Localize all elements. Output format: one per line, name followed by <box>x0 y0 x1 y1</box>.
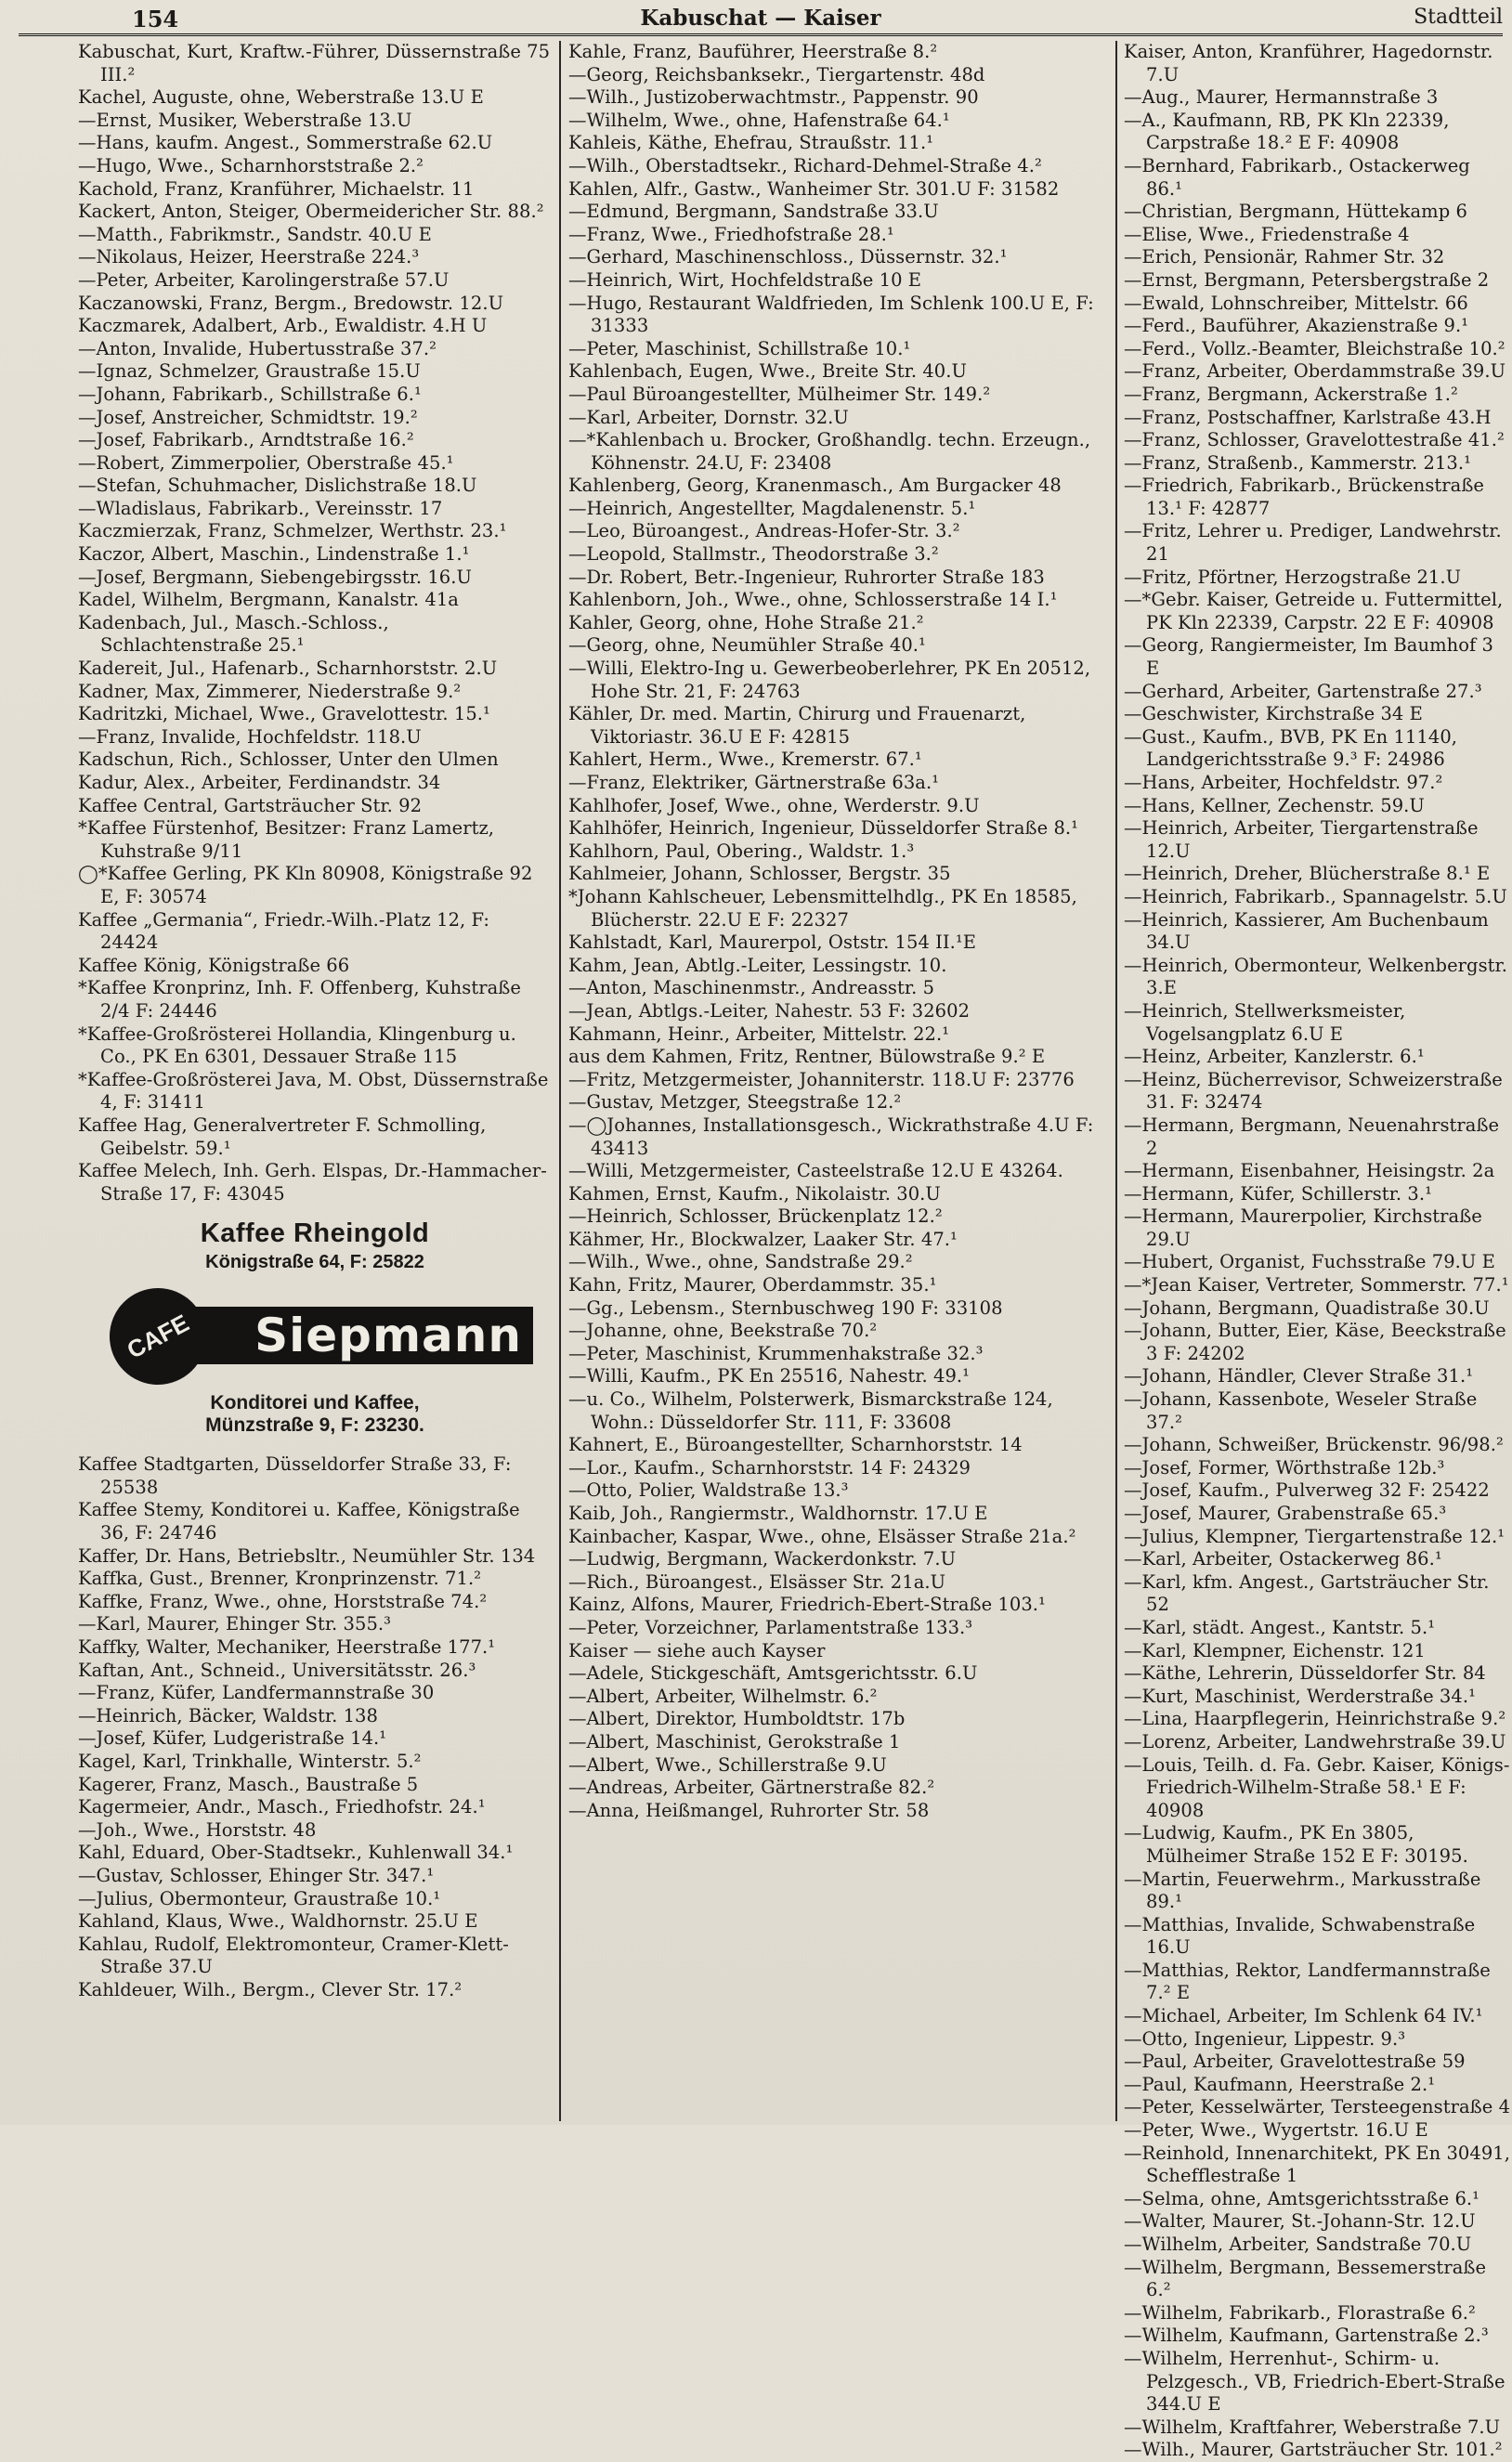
directory-entry: —Heinrich, Arbeiter, Tiergartenstraße 12.U <box>1124 817 1479 862</box>
directory-entry: —*Gebr. Kaiser, Getreide u. Futtermittel, PK Kln 22339, Carpstr. 22 E F: 40908 <box>1124 589 1504 633</box>
ad-rheingold-title: Kaffee Rheingold <box>200 1218 430 1249</box>
directory-entry: —Heinrich, Fabrikarb., Spannagelstr. 5.U <box>1124 885 1507 907</box>
directory-entry: —Josef, Kaufm., Pulverweg 32 F: 25422 <box>1124 1479 1490 1502</box>
directory-entry: —Aug., Maurer, Hermannstraße 3 <box>1124 86 1439 109</box>
directory-entry: —Fritz, Metzgermeister, Johanniterstr. 118.U F: 23776 <box>568 1068 1075 1090</box>
directory-entry: —A., Kaufmann, RB, PK Kln 22339, Carpstraße 18.² E F: 40908 <box>1124 109 1450 154</box>
directory-entry: *Kaffee Kronprinz, Inh. F. Offenberg, Kuhstraße 2/4 F: 24446 <box>78 977 521 1022</box>
directory-entry: —Hugo, Restaurant Waldfrieden, Im Schlenk 100.U E, F: 31333 <box>568 292 1094 337</box>
directory-entry: —Rich., Büroangest., Elsässer Str. 21a.U <box>568 1570 946 1593</box>
directory-entry: —Johann, Butter, Eier, Käse, Beeckstraße 3 F: 24202 <box>1124 1320 1506 1364</box>
directory-entry: —Fritz, Lehrer u. Prediger, Landwehrstr. 21 <box>1124 520 1502 566</box>
directory-entry: Kaffka, Gust., Brenner, Kronprinzenstr. 71.² <box>78 1568 482 1590</box>
directory-entry: —Dr. Robert, Betr.-Ingenieur, Ruhrorter Straße 183 <box>568 566 1045 588</box>
directory-entry: —Albert, Direktor, Humboldtstr. 17b <box>568 1708 906 1730</box>
page-number: 154 <box>132 6 179 33</box>
directory-entry: Kahlhöfer, Heinrich, Ingenieur, Düsseldorfer Straße 8.¹ <box>568 817 1079 840</box>
directory-entry: —Otto, Ingenieur, Lippestr. 9.³ <box>1124 2027 1406 2050</box>
directory-entry: —Willi, Kaufm., PK En 25516, Nahestr. 49.¹ <box>568 1365 971 1387</box>
directory-entry: —Heinrich, Dreher, Blücherstraße 8.¹ E <box>1124 863 1491 885</box>
directory-entry: —Wilh., Wwe., ohne, Sandstraße 29.² <box>568 1251 913 1273</box>
directory-entry: —Johanne, ohne, Beekstraße 70.² <box>568 1320 878 1342</box>
directory-entry: —Ferd., Vollz.-Beamter, Bleichstraße 10.² <box>1124 337 1505 359</box>
directory-entry: —Wladislaus, Fabrikarb., Vereinsstr. 17 <box>78 497 443 519</box>
ad-siepmann-line2: Münzstraße 9, F: 23230. <box>205 1414 424 1437</box>
directory-entry: —Peter, Wwe., Wygertstr. 16.U E <box>1124 2119 1428 2142</box>
directory-entry: —Ernst, Musiker, Weberstraße 13.U <box>78 109 412 131</box>
directory-entry: —Heinrich, Schlosser, Brückenplatz 12.² <box>568 1205 943 1228</box>
directory-entry: Kagermeier, Andr., Masch., Friedhofstr. 24.¹ <box>78 1796 486 1818</box>
directory-entry: —Wilhelm, Kaufmann, Gartenstraße 2.³ <box>1124 2325 1489 2347</box>
directory-entry: Kaffke, Franz, Wwe., ohne, Horststraße 74.² <box>78 1590 488 1612</box>
column-1-entries-bottom <box>78 1453 552 2001</box>
ad-siepmann-name: Siepmann <box>180 1307 533 1364</box>
directory-entry: —Heinz, Arbeiter, Kanzlerstr. 6.¹ <box>1124 1046 1425 1068</box>
columns <box>78 41 1512 2461</box>
directory-entry: —Gg., Lebensm., Sternbuschweg 190 F: 33108 <box>568 1296 1003 1319</box>
directory-entry: —Ewald, Lohnschreiber, Mittelstr. 66 <box>1124 292 1468 314</box>
directory-entry: —Fritz, Pförtner, Herzogstraße 21.U <box>1124 566 1462 588</box>
directory-entry: Kahm, Jean, Abtlg.-Leiter, Lessingstr. 10. <box>568 954 947 976</box>
directory-entry: Kahle, Franz, Bauführer, Heerstraße 8.² <box>568 41 938 62</box>
directory-entry: Kaftan, Ant., Schneid., Universitätsstr. 26.³ <box>78 1659 476 1681</box>
directory-entry: Kabuschat, Kurt, Kraftw.-Führer, Düssernstraße 75 III.² <box>78 41 551 85</box>
column-3-entries <box>1124 41 1512 2462</box>
directory-entry: —Heinrich, Obermonteur, Welkenbergstr. 3.E <box>1124 954 1507 999</box>
directory-entry: Kähmer, Hr., Blockwalzer, Laaker Str. 47.¹ <box>568 1228 958 1250</box>
directory-entry: Kahler, Georg, ohne, Hohe Straße 21.² <box>568 611 924 633</box>
directory-entry: —Kurt, Maschinist, Werderstraße 34.¹ <box>1124 1685 1476 1707</box>
column-1 <box>78 41 552 2121</box>
directory-entry: Kadner, Max, Zimmerer, Niederstraße 9.² <box>78 680 462 702</box>
directory-entry: —Franz, Arbeiter, Oberdammstraße 39.U <box>1124 360 1506 383</box>
directory-entry: —Robert, Zimmerpolier, Oberstraße 45.¹ <box>78 451 454 474</box>
column-1-entries-top <box>78 41 552 1205</box>
directory-entry: —Geschwister, Kirchstraße 34 E <box>1124 703 1423 725</box>
directory-entry: —Martin, Feuerwehrm., Markusstraße 89.¹ <box>1124 1868 1481 1913</box>
directory-entry: —Otto, Polier, Waldstraße 13.³ <box>568 1479 849 1502</box>
directory-entry: —Wilhelm, Wwe., ohne, Hafenstraße 64.¹ <box>568 109 950 131</box>
directory-entry: —Michael, Arbeiter, Im Schlenk 64 IV.¹ <box>1124 2005 1483 2027</box>
directory-entry: *Johann Kahlscheuer, Lebensmittelhdlg., PK En 18585, Blücherstr. 22.U E F: 22327 <box>568 885 1077 931</box>
directory-entry: Kadereit, Jul., Hafenarb., Scharnhorststr. 2.U <box>78 658 498 680</box>
directory-entry: —Franz, Schlosser, Gravelottestraße 41.² <box>1124 429 1505 451</box>
directory-entry: Kahlen, Alfr., Gastw., Wanheimer Str. 301.U F: 31582 <box>568 177 1060 200</box>
directory-entry: —Franz, Invalide, Hochfeldstr. 118.U <box>78 725 422 748</box>
directory-entry: Kadritzki, Michael, Wwe., Gravelottestr. 15.¹ <box>78 703 490 725</box>
directory-entry: —Gerhard, Maschinenschloss., Düssernstr. 32.¹ <box>568 246 1008 268</box>
directory-entry: Kahlenborn, Joh., Wwe., ohne, Schlosserstraße 14 I.¹ <box>568 589 1058 611</box>
directory-entry: Kadschun, Rich., Schlosser, Unter den Ulmen <box>78 749 499 771</box>
directory-entry: Kaffee Hag, Generalvertreter F. Schmolling, Geibelstr. 59.¹ <box>78 1114 487 1159</box>
directory-entry: Kadel, Wilhelm, Bergmann, Kanalstr. 41a <box>78 589 459 611</box>
directory-entry: Kaffky, Walter, Mechaniker, Heerstraße 177.¹ <box>78 1636 496 1659</box>
directory-entry: —Gustav, Metzger, Steegstraße 12.² <box>568 1091 902 1114</box>
directory-entry: Kahl, Eduard, Ober-Stadtsekr., Kuhlenwall 34.¹ <box>78 1842 514 1864</box>
directory-entry: —Johann, Fabrikarb., Schillstraße 6.¹ <box>78 383 422 405</box>
directory-entry: —Gustav, Schlosser, Ehinger Str. 347.¹ <box>78 1864 435 1886</box>
directory-entry: —Hans, kaufm. Angest., Sommerstraße 62.U <box>78 132 493 154</box>
directory-entry: —Matthias, Invalide, Schwabenstraße 16.U <box>1124 1913 1476 1959</box>
directory-entry: —Hermann, Eisenbahner, Heisingstr. 2a <box>1124 1160 1495 1182</box>
directory-entry: —Anton, Maschinenmstr., Andreasstr. 5 <box>568 977 935 999</box>
ad-siepmann-line1: Konditorei und Kaffee, <box>210 1392 420 1414</box>
directory-entry: —Georg, ohne, Neumühler Straße 40.¹ <box>568 634 926 657</box>
directory-entry: —Albert, Wwe., Schillerstraße 9.U <box>568 1753 887 1776</box>
directory-entry: —Franz, Postschaffner, Karlstraße 43.H <box>1124 406 1492 428</box>
directory-entry: —Franz, Straßenb., Kammerstr. 213.¹ <box>1124 451 1471 474</box>
directory-entry: Kaffee König, Königstraße 66 <box>78 954 350 976</box>
ad-kaffee-rheingold <box>78 1218 552 1273</box>
directory-entry: —Bernhard, Fabrikarb., Ostackerweg 86.¹ <box>1124 154 1470 200</box>
directory-entry: —*Jean Kaiser, Vertreter, Sommerstr. 77.¹ <box>1124 1274 1509 1296</box>
directory-entry: —Hermann, Küfer, Schillerstr. 3.¹ <box>1124 1182 1432 1205</box>
directory-entry: Kahmann, Heinr., Arbeiter, Mittelstr. 22.¹ <box>568 1023 950 1045</box>
directory-entry: Kaiser — siehe auch Kayser <box>568 1639 826 1661</box>
directory-entry: —Gerhard, Arbeiter, Gartenstraße 27.³ <box>1124 680 1482 702</box>
directory-entry: Kadenbach, Jul., Masch.-Schloss., Schlachtenstraße 25.¹ <box>78 611 389 657</box>
directory-entry: —Heinrich, Kassierer, Am Buchenbaum 34.U <box>1124 908 1489 954</box>
directory-entry: Kadur, Alex., Arbeiter, Ferdinandstr. 34 <box>78 772 441 793</box>
directory-entry: —Johann, Kassenbote, Weseler Straße 37.² <box>1124 1388 1478 1433</box>
directory-entry: —Heinrich, Wirt, Hochfeldstraße 10 E <box>568 268 922 291</box>
directory-entry: Kaib, Joh., Rangiermstr., Waldhornstr. 17.U E <box>568 1503 988 1524</box>
directory-entry: —Elise, Wwe., Friedenstraße 4 <box>1124 223 1410 245</box>
directory-entry: —Johann, Schweißer, Brückenstr. 96/98.² <box>1124 1434 1504 1456</box>
directory-entry: —Heinz, Bücherrevisor, Schweizerstraße 31. F: 32474 <box>1124 1068 1503 1114</box>
directory-entry: Kahlenberg, Georg, Kranenmasch., Am Burgacker 48 <box>568 475 1062 497</box>
directory-entry: —Ferd., Bauführer, Akazienstraße 9.¹ <box>1124 315 1469 337</box>
directory-entry: —Lina, Haarpflegerin, Heinrichstraße 9.² <box>1124 1708 1506 1730</box>
directory-entry: —Heinrich, Angestellter, Magdalenenstr. 5.¹ <box>568 497 976 519</box>
directory-entry: —Johann, Händler, Clever Straße 31.¹ <box>1124 1365 1474 1387</box>
directory-entry: Kaffee „Germania“, Friedr.-Wilh.-Platz 12, F: 24424 <box>78 908 490 954</box>
directory-entry: —Stefan, Schuhmacher, Dislichstraße 18.U <box>78 475 477 497</box>
directory-entry: —Albert, Maschinist, Gerokstraße 1 <box>568 1730 901 1752</box>
directory-entry: —Matth., Fabrikmstr., Sandstr. 40.U E <box>78 223 432 245</box>
directory-entry: —Franz, Elektriker, Gärtnerstraße 63a.¹ <box>568 772 940 793</box>
directory-entry: Kahlert, Herm., Wwe., Kremerstr. 67.¹ <box>568 749 922 771</box>
directory-entry: —Willi, Elektro-Ing u. Gewerbeoberlehrer, PK En 20512, Hohe Str. 21, F: 24763 <box>568 658 1091 702</box>
directory-entry: —Josef, Bergmann, Siebengebirgsstr. 16.U <box>78 566 472 588</box>
column-rule <box>1115 41 1117 2121</box>
directory-entry: —Josef, Küfer, Ludgeristraße 14.¹ <box>78 1727 387 1750</box>
directory-entry: —Wilhelm, Bergmann, Bessemerstraße 6.² <box>1124 2256 1487 2301</box>
column-2 <box>568 41 1109 2121</box>
directory-entry: Kachel, Auguste, ohne, Weberstraße 13.U E <box>78 86 484 109</box>
directory-entry: Kainbacher, Kaspar, Wwe., ohne, Elsässer Straße 21a.² <box>568 1525 1076 1547</box>
directory-entry: Kaczmierzak, Franz, Schmelzer, Werthstr. 23.¹ <box>78 520 507 542</box>
directory-entry: —Paul, Kaufmann, Heerstraße 2.¹ <box>1124 2073 1436 2095</box>
page-header <box>19 6 1503 36</box>
directory-entry: Kahlhorn, Paul, Obering., Waldstr. 1.³ <box>568 840 915 862</box>
directory-entry: —Friedrich, Fabrikarb., Brückenstraße 13.¹ F: 42877 <box>1124 475 1485 519</box>
directory-entry: —Christian, Bergmann, Hüttekamp 6 <box>1124 201 1467 223</box>
directory-entry: Kahland, Klaus, Wwe., Waldhornstr. 25.U E <box>78 1910 478 1933</box>
directory-entry: —Karl, kfm. Angest., Gartsträucher Str. 52 <box>1124 1570 1490 1616</box>
directory-entry: —Selma, ohne, Amtsgerichtsstraße 6.¹ <box>1124 2187 1480 2209</box>
directory-entry: —Wilhelm, Herrenhut-, Schirm- u. Pelzgesch., VB, Friedrich-Ebert-Straße 344.U E <box>1124 2347 1505 2416</box>
directory-entry: *Kaffee-Großrösterei Java, M. Obst, Düssernstraße 4, F: 31411 <box>78 1068 549 1114</box>
directory-entry: Kaczmarek, Adalbert, Arb., Ewaldistr. 4.H U <box>78 315 488 337</box>
directory-entry: —Peter, Maschinist, Krummenhakstraße 32.³ <box>568 1342 984 1364</box>
column-2-entries <box>568 41 1109 1822</box>
directory-entry: Kahlstadt, Karl, Maurerpol, Oststr. 154 II.¹E <box>568 931 977 954</box>
directory-entry: Kaffee Melech, Inh. Gerh. Elspas, Dr.-Hammacher-Straße 17, F: 43045 <box>78 1160 547 1205</box>
directory-entry: —Reinhold, Innenarchitekt, PK En 30491, Schefflestraße 1 <box>1124 2142 1511 2187</box>
directory-entry: —Andreas, Arbeiter, Gärtnerstraße 82.² <box>568 1777 935 1799</box>
directory-entry: —Peter, Arbeiter, Karolingerstraße 57.U <box>78 268 450 291</box>
directory-entry: Kaffee Stemy, Konditorei u. Kaffee, Königstraße 36, F: 24746 <box>78 1499 520 1544</box>
directory-entry: —Hermann, Bergmann, Neuenahrstraße 2 <box>1124 1114 1500 1159</box>
directory-entry: Kaiser, Anton, Kranführer, Hagedornstr. 7.U <box>1124 41 1493 85</box>
column-3 <box>1124 41 1512 2461</box>
directory-entry: —Anna, Heißmangel, Ruhrorter Str. 58 <box>568 1799 930 1821</box>
directory-entry: —Wilhelm, Kraftfahrer, Weberstraße 7.U <box>1124 2416 1501 2438</box>
directory-entry: —Albert, Arbeiter, Wilhelmstr. 6.² <box>568 1685 878 1707</box>
directory-entry: —Hans, Arbeiter, Hochfeldstr. 97.² <box>1124 772 1443 793</box>
directory-entry: Kähler, Dr. med. Martin, Chirurg und Frauenarzt, Viktoriastr. 36.U E F: 42815 <box>568 703 1026 748</box>
directory-entry: Kahleis, Käthe, Ehefrau, Straußstr. 11.¹ <box>568 132 934 154</box>
directory-entry: —Leopold, Stallmstr., Theodorstraße 3.² <box>568 543 939 566</box>
directory-entry: Kagerer, Franz, Masch., Baustraße 5 <box>78 1773 419 1795</box>
directory-entry: —Franz, Wwe., Friedhofstraße 28.¹ <box>568 223 894 245</box>
directory-entry: Kaczor, Albert, Maschin., Lindenstraße 1.¹ <box>78 543 470 566</box>
directory-entry: —Peter, Kesselwärter, Tersteegenstraße 4 <box>1124 2096 1511 2118</box>
directory-entry: —Hans, Kellner, Zechenstr. 59.U <box>1124 794 1425 816</box>
ad-rheingold-address: Königstraße 64, F: 25822 <box>205 1252 424 1273</box>
directory-entry: Kaczanowski, Franz, Bergm., Bredowstr. 12.U <box>78 292 504 314</box>
directory-entry: —Wilh., Maurer, Gartsträucher Str. 101.² <box>1124 2439 1503 2461</box>
directory-entry: aus dem Kahmen, Fritz, Rentner, Bülowstraße 9.² E <box>568 1046 1046 1068</box>
directory-entry: —Franz, Bergmann, Ackerstraße 1.² <box>1124 383 1458 405</box>
directory-entry: Kahn, Fritz, Maurer, Oberdammstr. 35.¹ <box>568 1274 937 1296</box>
directory-entry: *Kaffee Fürstenhof, Besitzer: Franz Lamertz, Kuhstraße 9/11 <box>78 817 495 862</box>
ad-siepmann-badge: CAFE <box>93 1271 224 1402</box>
directory-entry: *Kaffee-Großrösterei Hollandia, Klingenburg u. Co., PK En 6301, Dessauer Straße 115 <box>78 1023 516 1068</box>
directory-entry: Kagel, Karl, Trinkhalle, Winterstr. 5.² <box>78 1751 422 1772</box>
directory-entry: —*Kahlenbach u. Brocker, Großhandlg. techn. Erzeugn., Köhnenstr. 24.U, F: 23408 <box>568 429 1091 474</box>
column-rule <box>559 41 561 2121</box>
directory-entry: —Wilh., Justizoberwachtmstr., Pappenstr. 90 <box>568 86 979 109</box>
directory-entry: —Willi, Metzgermeister, Casteelstraße 12.U E 43264. <box>568 1160 1063 1182</box>
running-title: Kabuschat — Kaiser <box>640 6 881 31</box>
directory-entry: —Paul, Arbeiter, Gravelottestraße 59 <box>1124 2051 1466 2073</box>
directory-entry: —Ignaz, Schmelzer, Graustraße 15.U <box>78 360 421 383</box>
directory-entry: ◯*Kaffee Gerling, PK Kln 80908, Königstraße 92 E, F: 30574 <box>78 863 533 907</box>
directory-entry: —Karl, Klempner, Eichenstr. 121 <box>1124 1639 1426 1661</box>
directory-entry: —Matthias, Rektor, Landfermannstraße 7.² E <box>1124 1959 1491 2004</box>
directory-entry: —Josef, Maurer, Grabenstraße 65.³ <box>1124 1503 1447 1524</box>
directory-entry: —Jean, Abtlgs.-Leiter, Nahestr. 53 F: 32602 <box>568 999 971 1022</box>
directory-entry: —Karl, Arbeiter, Ostackerweg 86.¹ <box>1124 1548 1442 1570</box>
directory-entry: —Lor., Kaufm., Scharnhorststr. 14 F: 24329 <box>568 1456 971 1479</box>
directory-entry: —Ernst, Bergmann, Petersbergstraße 2 <box>1124 268 1490 291</box>
directory-entry: —Josef, Former, Wörthstraße 12b.³ <box>1124 1456 1445 1479</box>
directory-entry: —Josef, Fabrikarb., Arndtstraße 16.² <box>78 429 414 451</box>
directory-entry: —Heinrich, Stellwerksmeister, Vogelsangplatz 6.U E <box>1124 999 1406 1045</box>
directory-entry: —Lorenz, Arbeiter, Landwehrstraße 39.U <box>1124 1730 1506 1752</box>
directory-entry: Kachold, Franz, Kranführer, Michaelstr. 11 <box>78 177 475 200</box>
directory-entry: —Edmund, Bergmann, Sandstraße 33.U <box>568 201 939 223</box>
directory-entry: —Wilh., Oberstadtsekr., Richard-Dehmel-Straße 4.² <box>568 154 1042 176</box>
directory-entry: —Georg, Rangiermeister, Im Baumhof 3 E <box>1124 634 1493 680</box>
directory-entry: —Wilhelm, Arbeiter, Sandstraße 70.U <box>1124 2234 1472 2255</box>
directory-entry: Kahmen, Ernst, Kaufm., Nikolaistr. 30.U <box>568 1182 941 1205</box>
directory-entry: Kahlmeier, Johann, Schlosser, Bergstr. 35 <box>568 863 951 885</box>
directory-entry: Kaffer, Dr. Hans, Betriebsltr., Neumühler Str. 134 <box>78 1544 536 1567</box>
directory-entry: —Karl, Maurer, Ehinger Str. 355.³ <box>78 1613 392 1635</box>
directory-entry: —Anton, Invalide, Hubertusstraße 37.² <box>78 337 437 359</box>
directory-entry: —Georg, Reichsbanksekr., Tiergartenstr. 48d <box>568 63 985 85</box>
directory-entry: —Julius, Klempner, Tiergartenstraße 12.¹ <box>1124 1525 1505 1547</box>
directory-entry: —Joh., Wwe., Horststr. 48 <box>78 1818 317 1841</box>
directory-entry: —Paul Büroangestellter, Mülheimer Str. 149.² <box>568 383 991 405</box>
directory-entry: —Leo, Büroangest., Andreas-Hofer-Str. 3.² <box>568 520 960 542</box>
directory-entry: —Hubert, Organist, Fuchsstraße 79.U E <box>1124 1251 1495 1273</box>
directory-entry: —Hermann, Maurerpolier, Kirchstraße 29.U <box>1124 1205 1482 1250</box>
directory-entry: Kahlau, Rudolf, Elektromonteur, Cramer-Klett-Straße 37.U <box>78 1933 509 1978</box>
directory-entry: —Käthe, Lehrerin, Düsseldorfer Str. 84 <box>1124 1662 1486 1685</box>
directory-entry: —Nikolaus, Heizer, Heerstraße 224.³ <box>78 246 420 268</box>
directory-entry: —Hugo, Wwe., Scharnhorststraße 2.² <box>78 154 424 176</box>
directory-entry: Kackert, Anton, Steiger, Obermeidericher Str. 88.² <box>78 201 544 223</box>
section-label: Stadtteil <box>1414 6 1503 29</box>
directory-entry: —Peter, Vorzeichner, Parlamentstraße 133.³ <box>568 1616 973 1638</box>
directory-entry: Kahlenbach, Eugen, Wwe., Breite Str. 40.U <box>568 360 967 383</box>
directory-entry: —Johann, Bergmann, Quadistraße 30.U <box>1124 1296 1490 1319</box>
directory-entry: —Karl, städt. Angest., Kantstr. 5.¹ <box>1124 1616 1436 1638</box>
directory-entry: —Josef, Anstreicher, Schmidtstr. 19.² <box>78 406 418 428</box>
ad-siepmann-banner <box>110 1288 533 1388</box>
directory-entry: —Wilhelm, Fabrikarb., Florastraße 6.² <box>1124 2301 1476 2324</box>
directory-entry: —u. Co., Wilhelm, Polsterwerk, Bismarckstraße 124, Wohn.: Düsseldorfer Str. 111, F: 33608 <box>568 1388 1053 1433</box>
directory-entry: —Franz, Küfer, Landfermannstraße 30 <box>78 1682 435 1704</box>
directory-entry: Kahldeuer, Wilh., Bergm., Clever Str. 17.² <box>78 1978 463 2000</box>
directory-entry: —Ludwig, Kaufm., PK En 3805, Mülheimer Straße 152 E F: 30195. <box>1124 1822 1468 1867</box>
directory-entry: —Julius, Obermonteur, Graustraße 10.¹ <box>78 1887 441 1909</box>
directory-entry: Kaffee Central, Gartsträucher Str. 92 <box>78 794 423 816</box>
ad-cafe-siepmann <box>78 1288 552 1437</box>
directory-entry: Kaffee Stadtgarten, Düsseldorfer Straße 33, F: 25538 <box>78 1453 512 1498</box>
directory-entry: —Adele, Stickgeschäft, Amtsgerichtsstr. 6.U <box>568 1662 978 1685</box>
directory-entry: —Karl, Arbeiter, Dornstr. 32.U <box>568 406 849 428</box>
directory-entry: —Walter, Maurer, St.-Johann-Str. 12.U <box>1124 2210 1476 2233</box>
directory-entry: Kainz, Alfons, Maurer, Friedrich-Ebert-Straße 103.¹ <box>568 1594 1046 1616</box>
directory-entry: —Erich, Pensionär, Rahmer Str. 32 <box>1124 246 1445 268</box>
directory-entry: —Gust., Kaufm., BVB, PK En 11140, Landgerichtsstraße 9.³ F: 24986 <box>1124 725 1458 771</box>
directory-entry: —Heinrich, Bäcker, Waldstr. 138 <box>78 1704 378 1726</box>
directory-entry: —Ludwig, Bergmann, Wackerdonkstr. 7.U <box>568 1548 957 1570</box>
directory-entry: Kahnert, E., Büroangestellter, Scharnhorststr. 14 <box>568 1434 1023 1456</box>
directory-entry: —Peter, Maschinist, Schillstraße 10.¹ <box>568 337 911 359</box>
directory-entry: Kahlhofer, Josef, Wwe., ohne, Werderstr. 9.U <box>568 794 980 816</box>
directory-entry: —◯Johannes, Installationsgesch., Wickrathstraße 4.U F: 43413 <box>568 1114 1094 1159</box>
directory-entry: —Louis, Teilh. d. Fa. Gebr. Kaiser, Königs-Friedrich-Wilhelm-Straße 58.¹ E F: 40908 <box>1124 1753 1510 1821</box>
